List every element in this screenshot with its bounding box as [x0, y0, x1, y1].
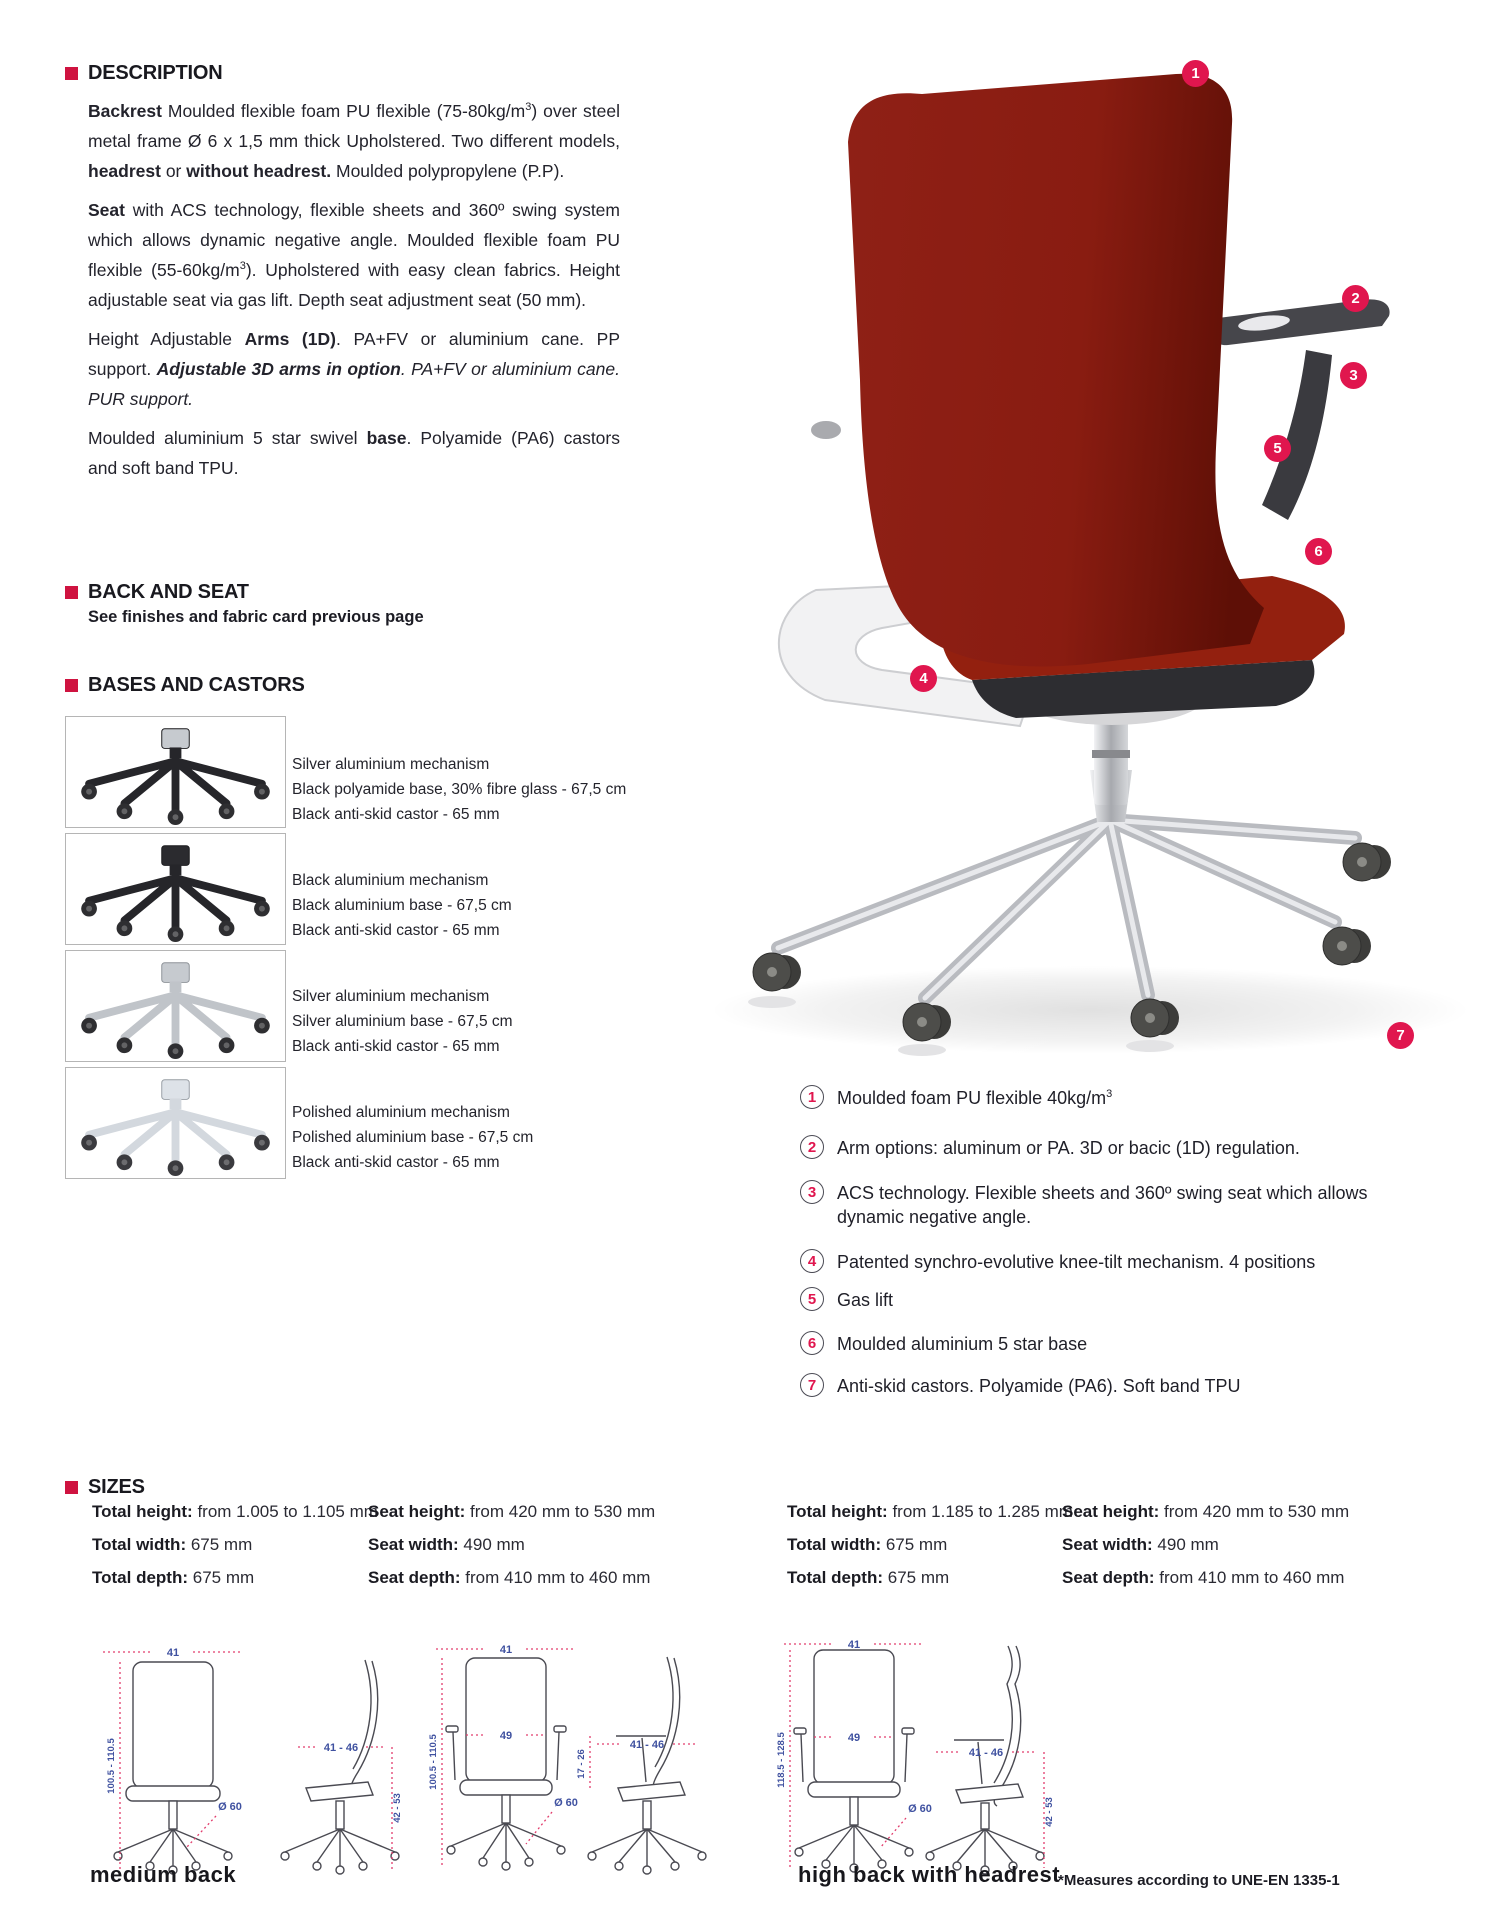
- callout-note-3: [800, 1180, 1420, 1229]
- note-text: ACS technology. Flexible sheets and 360º swing seat which allows dynamic negative angle.: [837, 1183, 1368, 1227]
- armrest: [1213, 299, 1389, 520]
- chair-callout-badge-7: 7: [1387, 1022, 1414, 1049]
- section-bullet-icon: [65, 1481, 78, 1494]
- section-title: SIZES: [88, 1476, 145, 1498]
- note-text: Moulded aluminium 5 star base: [837, 1334, 1088, 1354]
- medium-back-label: medium back: [90, 1862, 237, 1887]
- base-caption-line: Polished aluminium base - 67,5 cm: [292, 1129, 534, 1146]
- five-star-base-black-icon: [66, 717, 285, 827]
- note-number-badge: 5: [800, 1287, 824, 1311]
- base-option-photo-3: [65, 950, 286, 1062]
- back-and-seat-note: See finishes and fabric card previous page: [88, 608, 424, 626]
- svg-text:49: 49: [847, 1732, 861, 1744]
- base-option-caption: [292, 752, 632, 827]
- size-spec-row: Total depth: 675 mm: [787, 1568, 950, 1587]
- size-spec-row: Seat depth: from 410 mm to 460 mm: [1062, 1568, 1345, 1587]
- base-option-photo-2: [65, 833, 286, 945]
- base-caption-line: Black anti-skid castor - 65 mm: [292, 1038, 500, 1055]
- sizes-high-back-totals: [787, 1502, 1073, 1601]
- note-text: Moulded foam PU flexible $40kg/m^3$: [837, 1088, 1113, 1108]
- base-option-caption: [292, 984, 632, 1059]
- base-option-photo-1: [65, 716, 286, 828]
- note-text: Gas lift: [837, 1290, 894, 1310]
- high-back-side-drawing: [926, 1646, 1055, 1874]
- chair-callout-badge-2: 2: [1342, 285, 1369, 312]
- measures-footnote: *Measures according to UNE-EN 1335-1: [1058, 1872, 1340, 1889]
- size-spec-row: Total height: from 1.185 to 1.285 mm: [787, 1502, 1073, 1521]
- dimension-drawings: [70, 1640, 1490, 1890]
- base-caption-line: Black anti-skid castor - 65 mm: [292, 922, 500, 939]
- svg-text:42 - 53: 42 - 53: [392, 1793, 403, 1823]
- chair-callout-badge-5: 5: [1264, 435, 1291, 462]
- five-star-base-black-icon: [66, 834, 285, 944]
- size-spec-row: Total width: 675 mm: [787, 1535, 948, 1554]
- svg-text:41: 41: [847, 1640, 861, 1651]
- base-caption-line: Black aluminium base - 67,5 cm: [292, 897, 512, 914]
- description-paragraph: Seat with ACS technology, flexible sheets and 360º swing system which allows dynamic negative angle. Moulded flexible foam PU flexible $(55-60kg/m^3)$. Upholstered with easy clean fabrics. Height adjustable seat via gas lift. Depth seat adjustment seat (50 mm).: [88, 200, 620, 310]
- sizes-high-back-seat: [1062, 1502, 1349, 1601]
- note-number-badge: 2: [800, 1135, 824, 1159]
- base-caption-line: Silver aluminium base - 67,5 cm: [292, 1013, 513, 1030]
- description-paragraph: Backrest Moulded flexible foam PU flexible $(75-80kg/m^3)$ over steel metal frame Ø 6 x 1,5 mm thick Upholstered. Two different models, headrest or without headrest. Moulded polypropylene (P.P).: [88, 101, 620, 181]
- base-caption-line: Black polyamide base, 30% fibre glass - 67,5 cm: [292, 781, 627, 798]
- left-armrest-hint: [811, 421, 841, 439]
- svg-text:Ø 60: Ø 60: [908, 1803, 932, 1815]
- size-spec-row: Seat depth: from 410 mm to 460 mm: [368, 1568, 651, 1587]
- base-caption-line: Silver aluminium mechanism: [292, 988, 490, 1005]
- size-spec-row: Seat height: from 420 mm to 530 mm: [1062, 1502, 1350, 1521]
- description-paragraph: Height Adjustable Arms (1D). PA+FV or aluminium cane. PP support. Adjustable 3D arms in option. PA+FV or aluminium cane. PUR support.: [88, 329, 620, 409]
- bases-and-castors-section-heading: [65, 674, 305, 697]
- callout-note-7: [800, 1373, 1420, 1398]
- svg-text:42 - 53: 42 - 53: [1044, 1797, 1055, 1827]
- svg-text:41: 41: [499, 1644, 513, 1656]
- callout-note-4: [800, 1249, 1420, 1274]
- description-paragraph: Moulded aluminium 5 star swivel base. Polyamide (PA6) castors and soft band TPU.: [88, 428, 620, 478]
- high-back-front-drawing: [776, 1640, 932, 1872]
- base-caption-line: Polished aluminium mechanism: [292, 1104, 510, 1121]
- svg-text:49: 49: [499, 1730, 513, 1742]
- chair-callout-badge-6: 6: [1305, 538, 1332, 565]
- note-number-badge: 6: [800, 1331, 824, 1355]
- size-spec-row: Total height: from 1.005 to 1.105 mm: [92, 1502, 378, 1521]
- base-caption-line: Black anti-skid castor - 65 mm: [292, 1154, 500, 1171]
- note-text: Patented synchro-evolutive knee-tilt mechanism. 4 positions: [837, 1252, 1316, 1272]
- section-title: BASES AND CASTORS: [88, 674, 305, 696]
- section-bullet-icon: [65, 67, 78, 80]
- note-number-badge: 3: [800, 1180, 824, 1204]
- svg-text:41 - 46: 41 - 46: [968, 1747, 1004, 1759]
- medium-back-arms-front-drawing: [428, 1644, 578, 1870]
- section-bullet-icon: [65, 679, 78, 692]
- medium-back-arms-side-drawing: [576, 1657, 706, 1874]
- section-bullet-icon: [65, 586, 78, 599]
- callout-note-1: [800, 1085, 1420, 1110]
- sizes-section-heading: [65, 1476, 145, 1499]
- callout-note-2: [800, 1135, 1420, 1160]
- size-spec-row: Seat width: 490 mm: [1062, 1535, 1219, 1554]
- five-star-base-polished-icon: [66, 1068, 285, 1178]
- section-title: DESCRIPTION: [88, 62, 223, 84]
- sizes-medium-back-totals: [92, 1502, 378, 1601]
- base-caption-line: Black anti-skid castor - 65 mm: [292, 806, 500, 823]
- svg-text:100.5 - 110.5: 100.5 - 110.5: [428, 1734, 439, 1790]
- medium-back-front-drawing: [103, 1647, 243, 1874]
- svg-text:17 - 26: 17 - 26: [576, 1749, 587, 1779]
- base-option-caption: [292, 1100, 632, 1175]
- base-option-photo-4: [65, 1067, 286, 1179]
- chair-product-image: [620, 50, 1500, 1070]
- chair-callout-badge-4: 4: [910, 665, 937, 692]
- chair-callout-badge-3: 3: [1340, 362, 1367, 389]
- backrest: [848, 74, 1264, 667]
- base-option-caption: [292, 868, 632, 943]
- sizes-medium-back-seat: [368, 1502, 655, 1601]
- svg-text:41: 41: [166, 1647, 180, 1659]
- chair-callout-badge-1: 1: [1182, 60, 1209, 87]
- svg-text:41 - 46: 41 - 46: [323, 1742, 359, 1754]
- size-spec-row: Seat height: from 420 mm to 530 mm: [368, 1502, 656, 1521]
- size-spec-row: Total depth: 675 mm: [92, 1568, 255, 1587]
- description-text: [88, 96, 620, 492]
- size-spec-row: Total width: 675 mm: [92, 1535, 253, 1554]
- note-text: Anti-skid castors. Polyamide (PA6). Soft band TPU: [837, 1376, 1241, 1396]
- high-back-label: high back with headrest: [798, 1862, 1061, 1887]
- svg-text:Ø 60: Ø 60: [218, 1801, 242, 1813]
- note-text: Arm options: aluminum or PA. 3D or bacic (1D) regulation.: [837, 1138, 1300, 1158]
- svg-text:41 - 46: 41 - 46: [629, 1739, 665, 1751]
- five-star-base-silver-icon: [66, 951, 285, 1061]
- note-number-badge: 1: [800, 1085, 824, 1109]
- floor-shadow: [710, 966, 1470, 1054]
- note-number-badge: 4: [800, 1249, 824, 1273]
- base-caption-line: Silver aluminium mechanism: [292, 756, 490, 773]
- base-caption-line: Black aluminium mechanism: [292, 872, 489, 889]
- description-section-heading: [65, 62, 222, 85]
- size-spec-row: Seat width: 490 mm: [368, 1535, 525, 1554]
- section-title: BACK AND SEAT: [88, 581, 249, 603]
- svg-text:Ø 60: Ø 60: [554, 1797, 578, 1809]
- callout-note-5: [800, 1287, 1420, 1312]
- callout-note-6: [800, 1331, 1420, 1356]
- medium-back-side-drawing: [281, 1660, 403, 1874]
- back-and-seat-section-heading: [65, 581, 249, 604]
- svg-text:100.5 - 110.5: 100.5 - 110.5: [106, 1738, 117, 1794]
- note-number-badge: 7: [800, 1373, 824, 1397]
- svg-text:118.5 - 128.5: 118.5 - 128.5: [776, 1732, 787, 1788]
